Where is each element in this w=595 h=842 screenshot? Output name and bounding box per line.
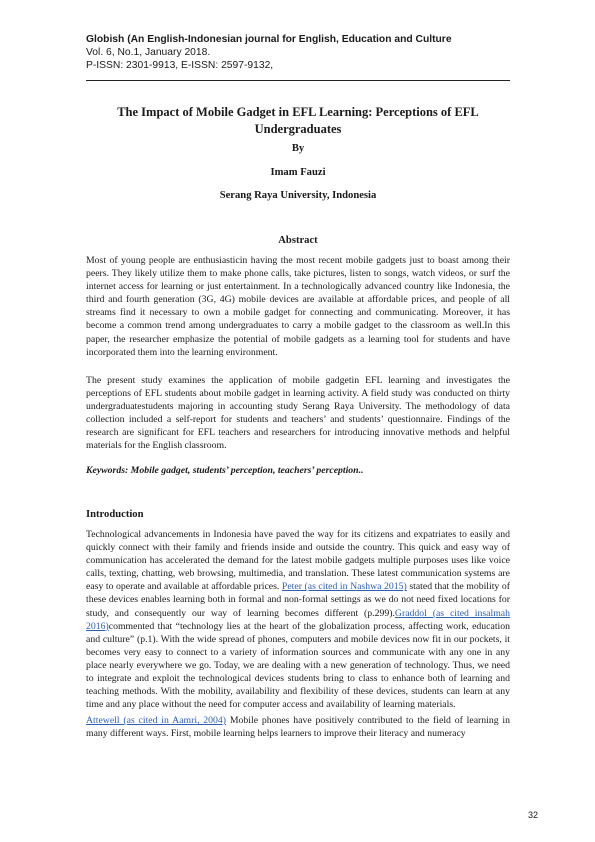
byline: By <box>291 143 305 154</box>
intro-text: stated that the mobility of these devices enables learning both in formal and non-formal settings as we do not need fixed locations for study, and consequently our way of learning becomes different (p.299). <box>86 581 510 619</box>
abstract-paragraph-1: Most of young people are enthusiasticin having the most recent mobile gadgets just to boast among their peers. They likely utilize them to make phone calls, take pictures, listen to songs, watch videos, or surf the internet access for learning or just entertainment. In a technologically advanced country like Indonesia, the third and fourth generation (3G, 4G) mobile devices are available at affordable prices, and people of all streams find it necessary to own a mobile gadget for connecting and communicating. Moreover, it has become a common trend among undergraduates to carry a mobile gadget to the classroom as well.In this paper, the researcher emphasize the potential of mobile gadgets as a learning tool for students and have incorporated them into the learning environment. <box>86 255 510 358</box>
journal-title: Globish (An English-Indonesian journal for English, Education and Culture <box>86 34 452 45</box>
introduction-paragraph-1 <box>86 528 510 711</box>
page-number: 32 <box>528 810 539 820</box>
introduction-heading: Introduction <box>86 509 144 520</box>
intro-text: commented that “technology lies at the heart of the globalization process, affecting work, education and culture” (p.1). With the wide spread of phones, computers and mobile devices now fit in our pockets, it becomes very easy to connect to a variety of information sources and communicate with any one in any place nearly everywhere we go. Today, we are dealing with a new generation of technology. Thus, we need to integrate and exploit the technological devices students bring to class to enhance both of learning and teaching methods. With the mobility, availability and flexibility of these devices, students can learn at any time and any place without the need for computer access and availability of learning materials. <box>86 620 510 711</box>
journal-volume: Vol. 6, No.1, January 2018. <box>86 47 211 59</box>
intro-text: Mobile phones have positively contributed to the field of learning in many different ways. First, mobile learning helps learners to improve their literacy and numeracy <box>86 715 510 740</box>
abstract-heading: Abstract <box>278 235 318 246</box>
author-affiliation: Serang Raya University, Indonesia <box>219 190 377 201</box>
keywords: Keywords: Mobile gadget, students’ perception, teachers’ perception.. <box>86 465 364 476</box>
article-title: The Impact of Mobile Gadget in EFL Learning: Perceptions of EFL Undergraduates <box>117 105 479 136</box>
introduction-paragraph-2 <box>86 714 510 740</box>
journal-issn: P-ISSN: 2301-9913, E-ISSN: 2597-9132, <box>86 60 274 72</box>
citation-link-graddol[interactable]: Graddol (as cited insalmah 2016) <box>86 607 510 632</box>
citation-link-peter[interactable]: Peter (as cited in Nashwa 2015) <box>281 581 407 593</box>
author-name: Imam Fauzi <box>270 167 326 178</box>
journal-header <box>86 33 516 73</box>
citation-link-attewell[interactable]: Attewell (as cited in Aamri, 2004) <box>86 715 227 726</box>
abstract-paragraph-2: The present study examines the application of mobile gadgetin EFL learning and investigates the perceptions of EFL students about mobile gadget in learning activity. A field study was conducted on thirty undergraduatestudents majoring in accounting study Serang Raya University. The methodology of data collection included a self-report for students and teachers’ and students’ questionnaire. Findings of the research are significant for EFL teachers and researchers for introducing innovative methods and helpful materials for the English classroom. <box>86 375 510 452</box>
intro-text: Technological advancements in Indonesia have paved the way for its citizens and expatriates to easily and quickly connect with their family and friends inside and outside the country. This quick and easy way of communication has accelerated the demand for the latest mobile gadgets multiple purposes uses like voice calls, texting, chatting, web browsing, multimedia, and translation. These latest communication systems are easy to operate and available at affordable prices. <box>86 529 510 593</box>
header-rule <box>86 80 510 81</box>
